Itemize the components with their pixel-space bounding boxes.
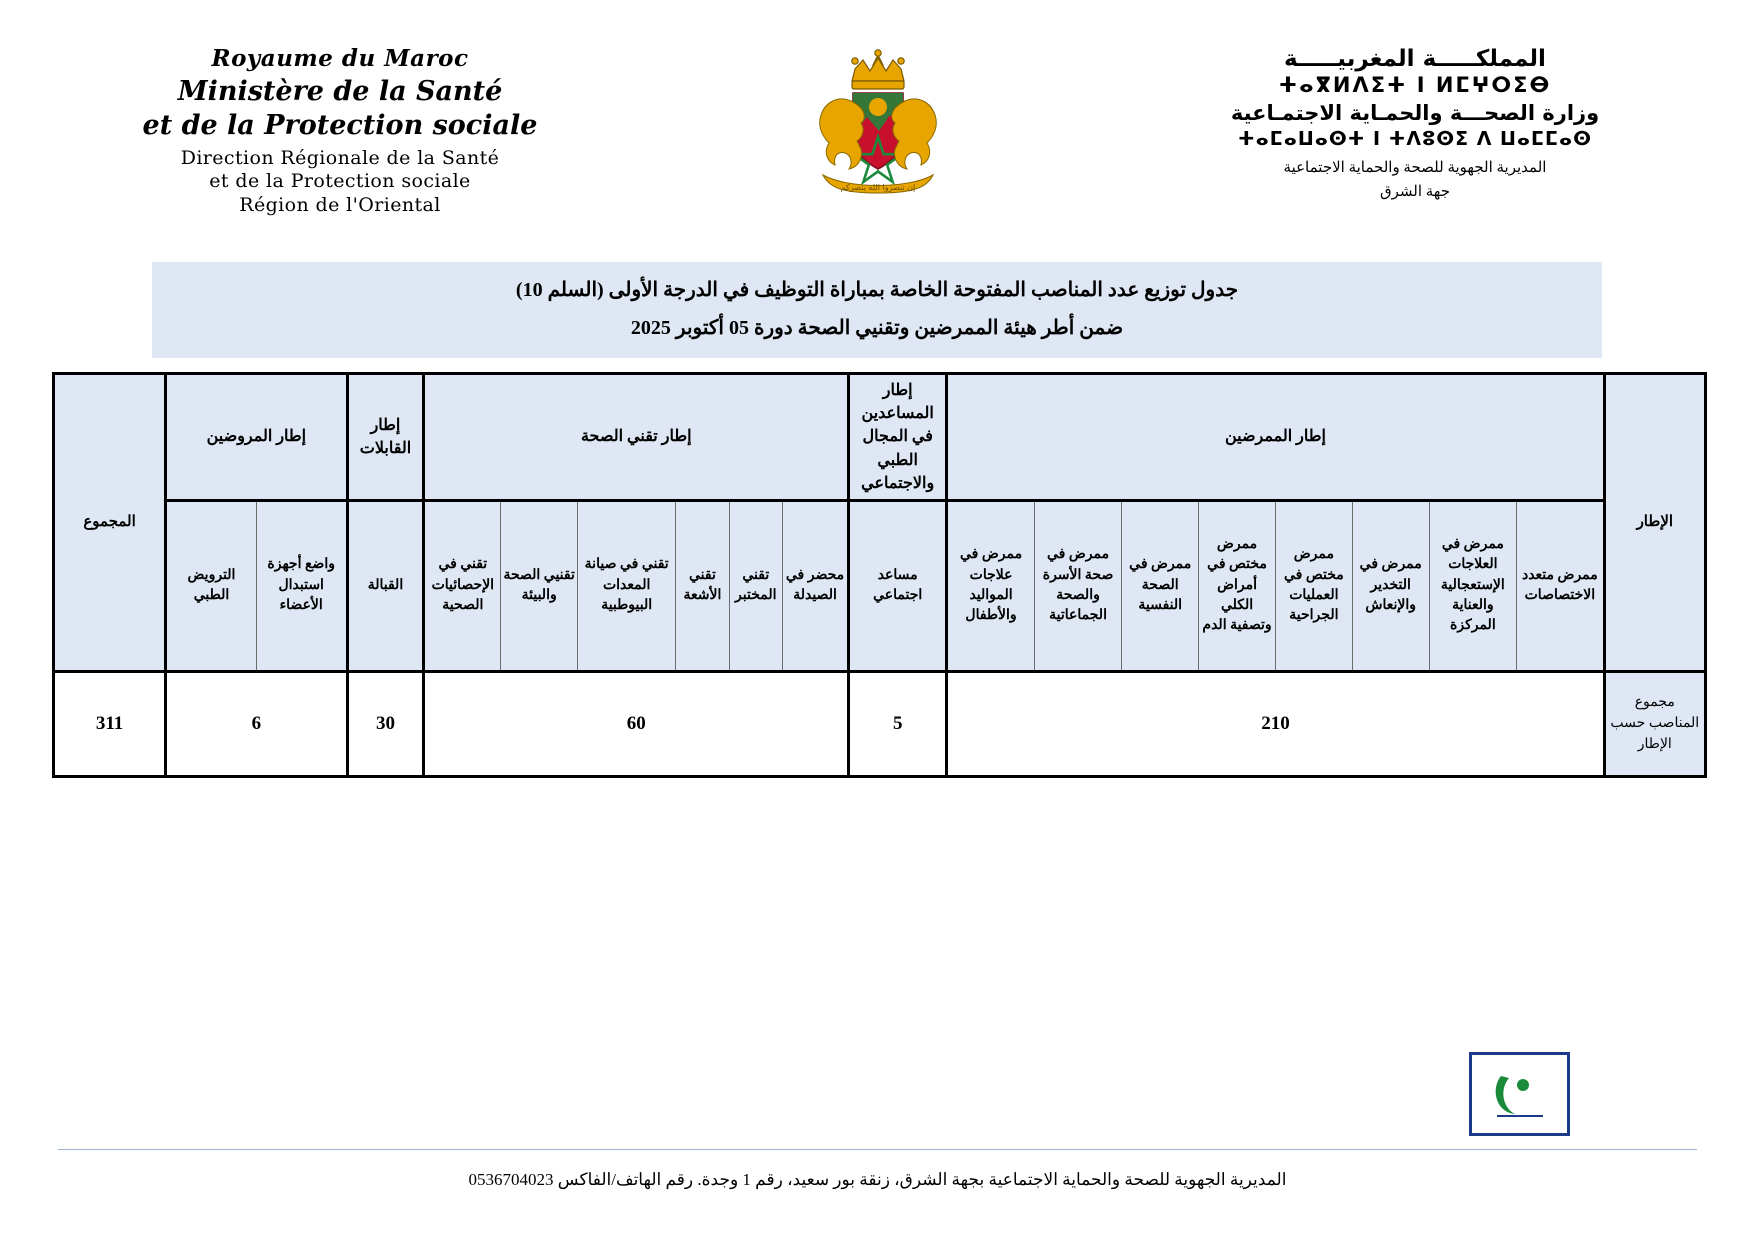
header-tifinagh-kingdom: ⵜⴰⴳⵍⴷⵉⵜ ⵏ ⵍⵎⵖⵔⵉⴱ: [1278, 73, 1552, 98]
table-specialty-header-row: [54, 500, 1706, 671]
group-header-health-technicians: إطار تقني الصحة: [424, 374, 849, 501]
value-midwives-total: 30: [347, 671, 424, 776]
header-ar-kingdom: المملكـــــة المغربيـــــة: [1284, 46, 1546, 72]
svg-text:إن تنصروا الله ينصركم: إن تنصروا الله ينصركم: [840, 183, 915, 192]
header-ar-region: جهة الشرق: [1379, 183, 1450, 200]
table-data-row: [54, 671, 1706, 776]
document-header: [0, 0, 1755, 216]
col-header-frame: الإطار: [1604, 374, 1705, 672]
table-title-box: [152, 262, 1602, 358]
header-french-block: [60, 45, 620, 216]
header-arabic-block: [1135, 45, 1695, 201]
header-fr-line2: Ministère de la Santé: [177, 76, 503, 108]
specialty-header-family-community-health-nurse: ممرض في صحة الأسرة والصحة الجماعاتية: [1034, 500, 1122, 671]
value-grand-total: 311: [54, 671, 166, 776]
value-health-technicians-total: 60: [424, 671, 849, 776]
specialty-header-social-assistant: مساعد اجتماعي: [849, 500, 947, 671]
ministry-health-logo-icon: [1469, 1052, 1570, 1136]
specialty-header-surgical-operations-nurse: ممرض مختص في العمليات الجراحية: [1275, 500, 1352, 671]
specialty-header-health-statistics-technician: تقني في الإحصائيات الصحية: [424, 500, 501, 671]
group-header-rehabilitation: إطار المروضين: [166, 374, 347, 501]
specialty-header-medical-rehabilitation: الترويض الطبي: [166, 500, 257, 671]
group-header-nurses: إطار الممرضين: [947, 374, 1604, 501]
specialty-header-health-environment-technician: تقنيي الصحة والبيئة: [501, 500, 578, 671]
specialty-header-emergency-intensive-care-nurse: ممرض في العلاجات الإستعجالية والعناية المركزة: [1429, 500, 1517, 671]
specialty-header-polyvalent-nurse: ممرض متعدد الاختصاصات: [1517, 500, 1605, 671]
document-footer: [0, 1149, 1755, 1193]
specialty-header-midwifery: القبالة: [347, 500, 424, 671]
morocco-coat-of-arms-icon: [763, 45, 993, 204]
specialty-header-laboratory-technician: تقني المختبر: [729, 500, 782, 671]
header-ar-direction: المديرية الجهوية للصحة والحماية الاجتماعية: [1283, 160, 1547, 177]
specialty-header-neonatal-pediatric-nurse: ممرض في علاجات المواليد والأطفال: [947, 500, 1035, 671]
value-nurses-total: 210: [947, 671, 1604, 776]
specialty-header-nephrology-dialysis-nurse: ممرض مختص في أمراض الكلي وتصفية الدم: [1199, 500, 1276, 671]
table-title-line1: جدول توزيع عدد المناصب المفتوحة الخاصة بمباراة التوظيف في الدرجة الأولى (السلم 10): [515, 279, 1239, 301]
specialty-header-pharmacy-preparer: محضر في الصيدلة: [782, 500, 848, 671]
table-title-line2: ضمن أطر هيئة الممرضين وتقنيي الصحة دورة 05 أكتوبر 2025: [630, 317, 1124, 339]
positions-table: [52, 372, 1707, 778]
specialty-header-prosthetics-fitter: واضع أجهزة استبدال الأعضاء: [256, 500, 347, 671]
row-label-total-by-frame: مجموع المناصب حسب الإطار: [1604, 671, 1705, 776]
group-header-midwives: إطار القابلات: [347, 374, 424, 501]
specialty-header-radiology-technician: تقني الأشعة: [676, 500, 729, 671]
col-header-total: المجموع: [54, 374, 166, 672]
specialty-header-anesthesia-resuscitation-nurse: ممرض في التخدير والإنعاش: [1352, 500, 1429, 671]
value-rehabilitation-total: 6: [166, 671, 347, 776]
header-tifinagh-ministry: ⵜⴰⵎⴰⵡⴰⵙⵜ ⵏ ⵜⴷⵓⵙⵉ ⴷ ⵡⴰⵎⵎⴰⵙ: [1237, 128, 1593, 151]
group-header-medical-social-assistants: إطار المساعدين في المجال الطبي والاجتماعي: [849, 374, 947, 501]
header-fr-line3: et de la Protection sociale: [142, 109, 538, 141]
header-fr-line6: Région de l'Oriental: [239, 193, 441, 216]
table-group-header-row: [54, 374, 1706, 501]
header-ar-ministry: وزارة الصحـــة والحمـاية الاجتمـاعية: [1230, 100, 1600, 125]
specialty-header-biomedical-equipment-maintenance-technician: تقني في صيانة المعدات البيوطبية: [578, 500, 676, 671]
header-fr-line1: Royaume du Maroc: [211, 45, 469, 72]
header-fr-line4: Direction Régionale de la Santé: [180, 146, 500, 169]
positions-table-wrapper: [52, 372, 1707, 778]
header-fr-line5: et de la Protection sociale: [209, 170, 471, 193]
value-medical-social-assistants-total: 5: [849, 671, 947, 776]
specialty-header-mental-health-nurse: ممرض في الصحة النفسية: [1122, 500, 1199, 671]
footer-contact-text: المديرية الجهوية للصحة والحماية الاجتماعية بجهة الشرق، زنقة بور سعيد، رقم 1 وجدة. رقم الهاتف/الفاكس 0536704023: [468, 1169, 1287, 1189]
